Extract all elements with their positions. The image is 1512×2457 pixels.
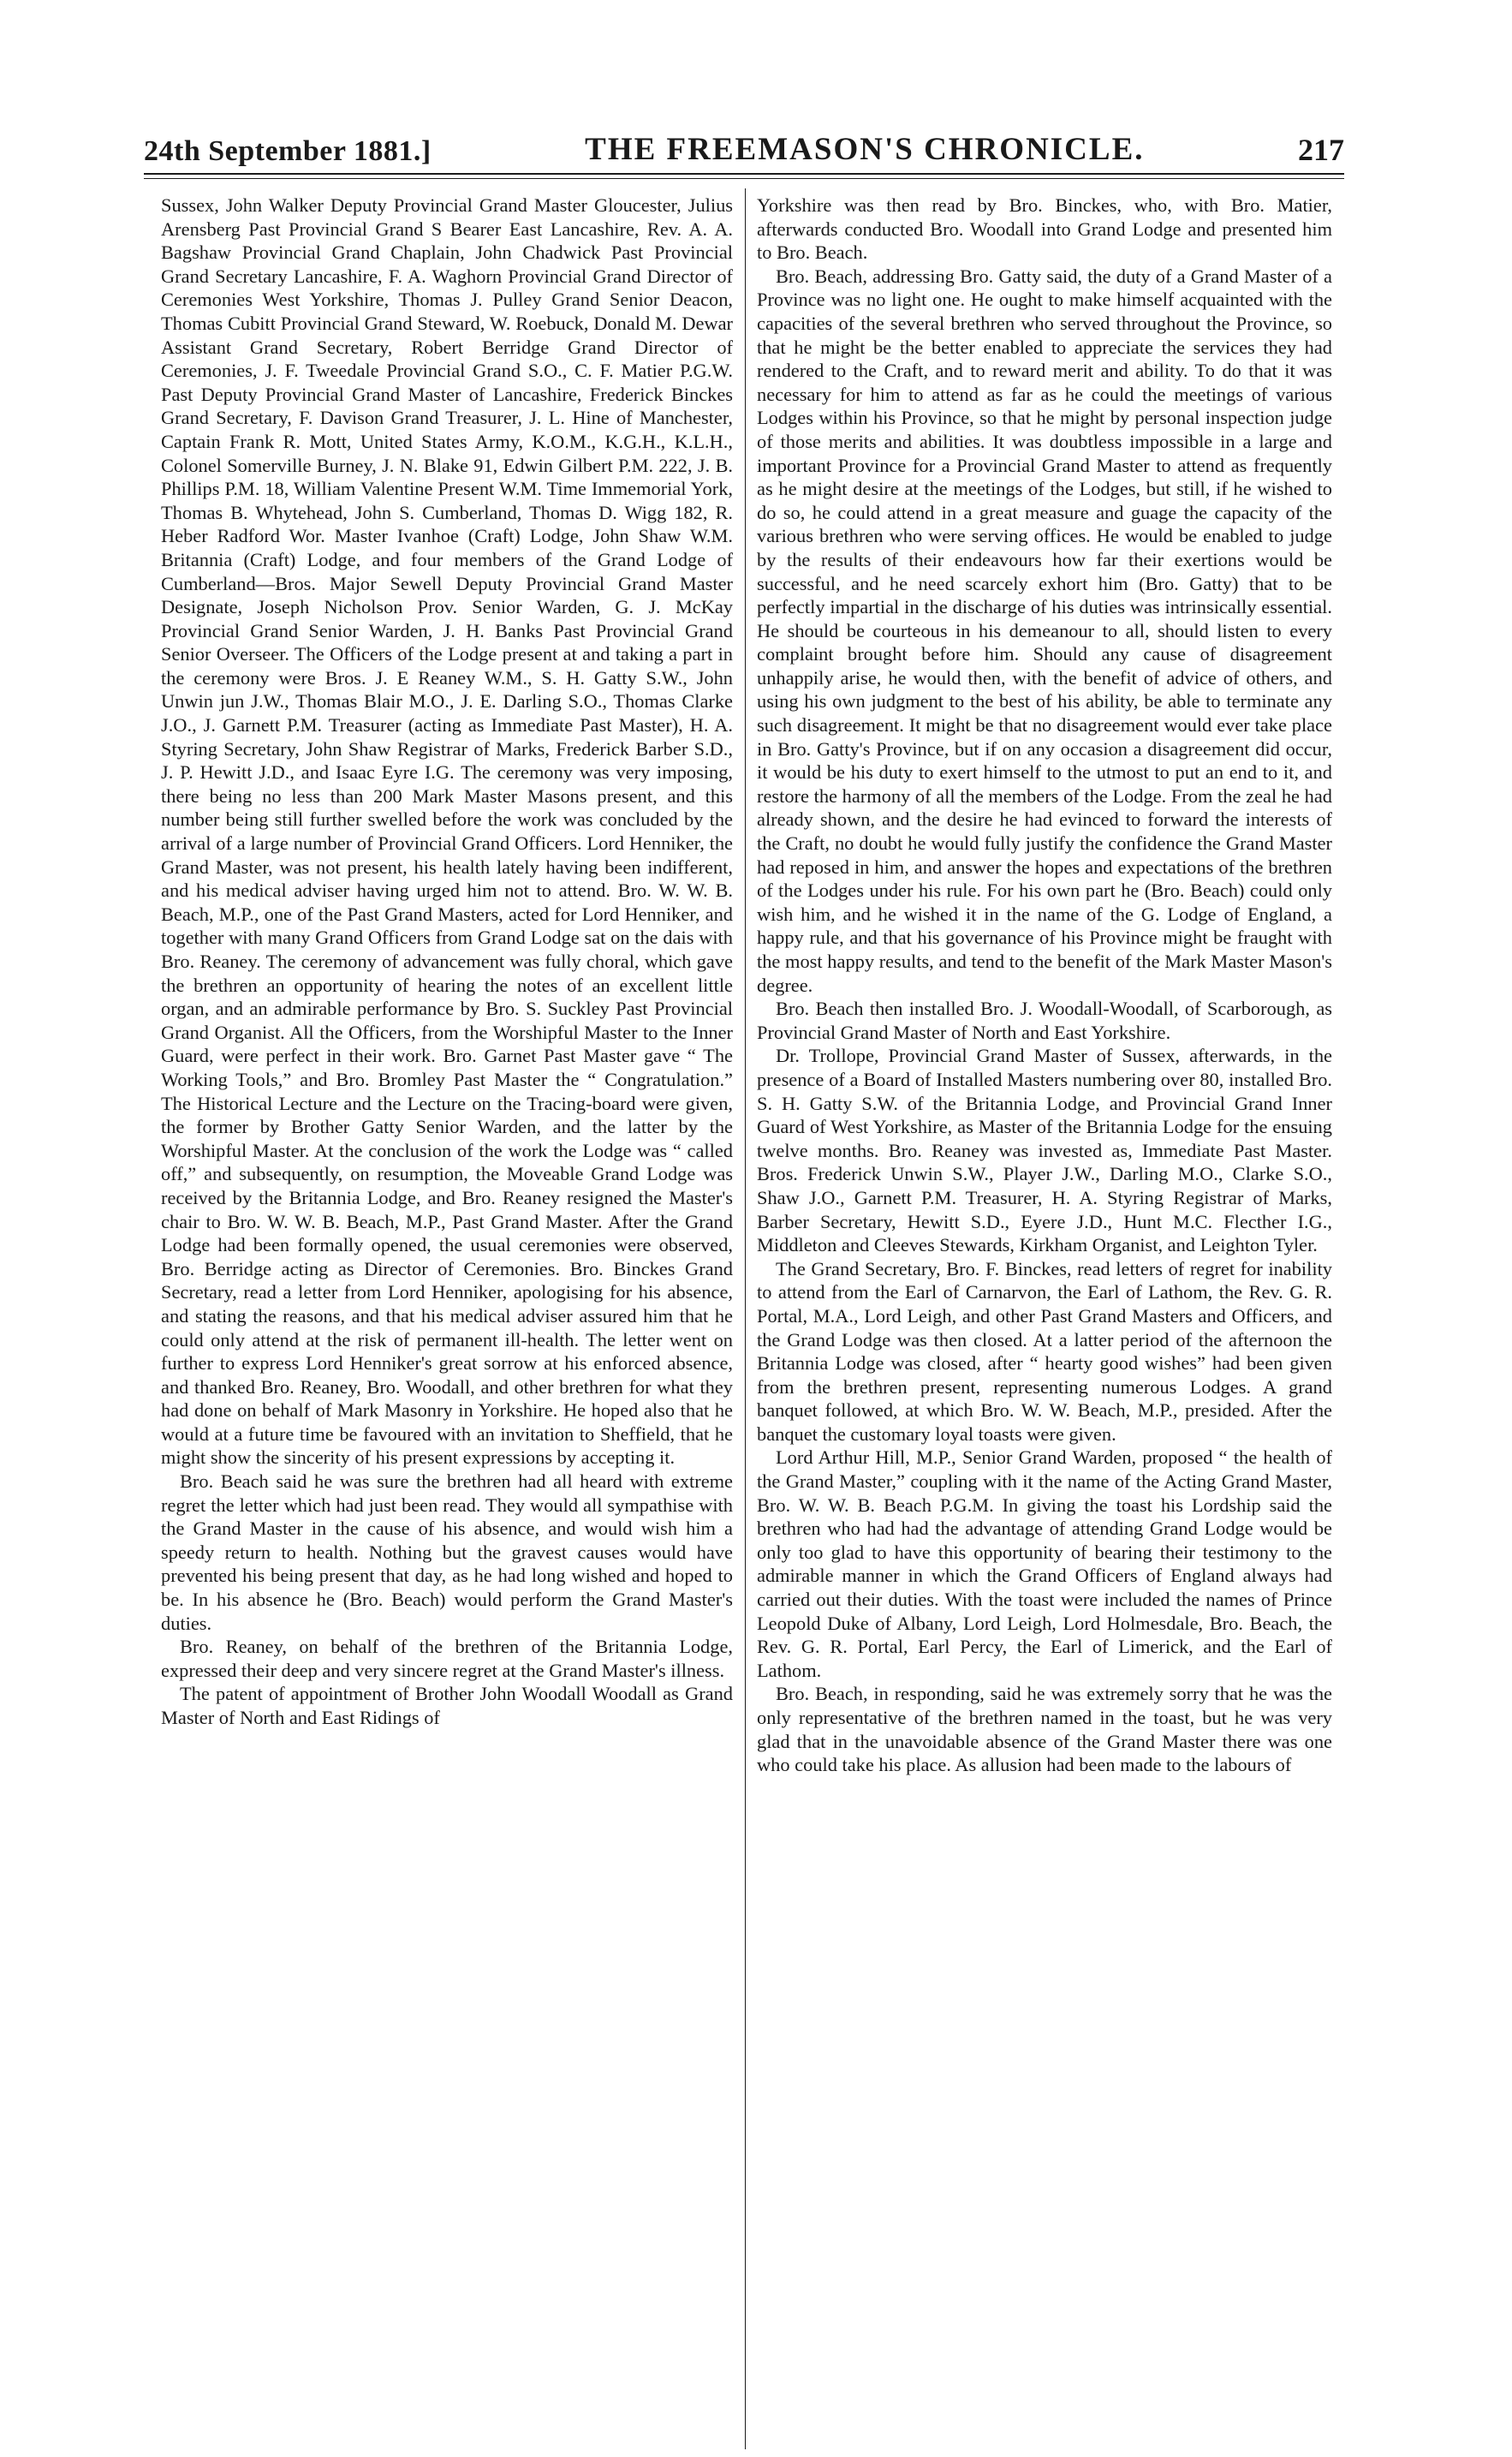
publication-title: THE FREEMASON'S CHRONICLE. [585,132,1145,167]
paragraph: Bro. Beach then installed Bro. J. Woodall-Woodall, of Scarborough, as Provincial Grand Master of North and East Yorkshire. [757,998,1332,1043]
header-rule [144,173,1344,175]
left-column [161,194,733,2446]
paragraph: Lord Arthur Hill, M.P., Senior Grand Warden, proposed “ the health of the Grand Master,” coupling with it the name of the Acting Grand Master, Bro. W. W. B. Beach P.G.M. In giving the toast his Lordship said the brethren who had had the advantage of attending Grand Lodge would be only too glad to have this opportunity of bearing their testimony to the admirable manner in which the Grand Officers of England always had carried out their duties. With the toast were included the names of Prince Leopold Duke of Albany, Lord Leigh, Lord Holmesdale, Bro. Beach, the Rev. G. R. Portal, Earl Percy, the Earl of Limerick, and the Earl of Lathom. [757,1446,1332,1681]
header-rule-thin [144,178,1344,179]
paragraph: Yorkshire was then read by Bro. Binckes, who, with Bro. Matier, afterwards conducted Bro. Woodall into Grand Lodge and presented him to Bro. Beach. [757,194,1332,264]
paragraph: Bro. Beach, addressing Bro. Gatty said, the duty of a Grand Master of a Province was no light one. He ought to make himself acquainted with the capacities of the several brethren who served throughout the Province, so that he might be the better enabled to appreciate the services they had rendered to the Craft, and to reward merit and ability. To do that it was necessary for him to attend as far as he could the meetings of various Lodges within his Province, so that he might by personal inspection judge of those merits and abilities. It was doubtless impossible in a large and important Province for a Provincial Grand Master to attend as frequently as he might desire at the meetings of the Lodges, but still, if he wished to do so, he could attend in a great measure and guage the capacity of the various brethren who were serving offices. He would be enabled to judge by the results of their endeavours how far their exertions would be successful, and he need scarcely exhort him (Bro. Gatty) that to be perfectly impartial in the discharge of his duties was intrinsically essential. He should be courteous in his demeanour to all, should listen to every complaint brought before him. Should any cause of disagreement unhappily arise, he would then, with the benefit of advice of others, and using his own judgment to the best of his ability, be able to terminate any such disagreement. It might be that no disagreement would ever take place in Bro. Gatty's Province, but if on any occasion a disagreement did occur, it would be his duty to exert himself to the utmost to put an end to it, and restore the harmony of all the members of the Lodge. From the zeal he had already shown, and the desire he had evinced to forward the interests of the Craft, no doubt he would fully justify the confidence the Grand Master had reposed in him, and answer the hopes and expectations of the brethren of the Lodges under his rule. For his own part he (Bro. Beach) could only wish him, and he wished it in the name of the G. Lodge of England, a happy rule, and that his governance of his Province might be fraught with the most happy results, and tend to the benefit of the Mark Master Mason's degree. [757,265,1332,996]
paragraph: The patent of appointment of Brother John Woodall Woodall as Grand Master of North and East Ridings of [161,1683,733,1728]
page-number: 217 [1298,133,1344,167]
issue-date: 24th September 1881.] [144,135,432,167]
right-column [757,194,1332,2446]
paragraph: The Grand Secretary, Bro. F. Binckes, read letters of regret for inability to attend from the Earl of Carnarvon, the Earl of Lathom, the Rev. G. R. Portal, M.A., Lord Leigh, and other Past Grand Masters and Officers, and the Grand Lodge was then closed. At a latter period of the afternoon the Britannia Lodge was closed, after “ hearty good wishes” had been given from the brethren present, representing numerous Lodges. A grand banquet followed, at which Bro. W. W. Beach, M.P., presided. After the banquet the customary loyal toasts were given. [757,1257,1332,1445]
paragraph: Dr. Trollope, Provincial Grand Master of Sussex, afterwards, in the presence of a Board of Installed Masters numbering over 80, installed Bro. S. H. Gatty S.W. of the Britannia Lodge, and Provincial Grand Inner Guard of West Yorkshire, as Master of the Britannia Lodge for the ensuing twelve months. Bro. Reaney was invested as, Immediate Past Master. Bros. Frederick Unwin S.W., Player J.W., Darling M.O., Clarke S.O., Shaw J.O., Garnett P.M. Treasurer, H. A. Styring Registrar of Marks, Barber Secretary, Hewitt S.D., Eyere J.D., Hunt M.C. Flecther I.G., Middleton and Cleeves Stewards, Kirkham Organist, and Leighton Tyler. [757,1045,1332,1256]
paragraph: Sussex, John Walker Deputy Provincial Grand Master Gloucester, Julius Arensberg Past Provincial Grand S Bearer East Lancashire, Rev. A. A. Bagshaw Provincial Grand Chaplain, John Chadwick Past Provincial Grand Secretary Lancashire, F. A. Waghorn Provincial Grand Director of Ceremonies West Yorkshire, Thomas J. Pulley Grand Senior Deacon, Thomas Cubitt Provincial Grand Steward, W. Roebuck, Donald M. Dewar Assistant Grand Secretary, Robert Berridge Grand Director of Ceremonies, J. F. Tweedale Provincial Grand S.O., C. F. Matier P.G.W. Past Deputy Provincial Grand Master of Lancashire, Frederick Binckes Grand Secretary, F. Davison Grand Treasurer, J. L. Hine of Manchester, Captain Frank R. Mott, United States Army, K.O.M., K.G.H., K.L.H., Colonel Somerville Burney, J. N. Blake 91, Edwin Gilbert P.M. 222, J. B. Phillips P.M. 18, William Valentine Present W.M. Time Immemorial York, Thomas B. Whytehead, John S. Cumberland, Thomas D. Wigg 182, R. Heber Radford Wor. Master Ivanhoe (Craft) Lodge, John Shaw W.M. Britannia (Craft) Lodge, and four members of the Grand Lodge of Cumberland—Bros. Major Sewell Deputy Provincial Grand Master Designate, Joseph Nicholson Prov. Senior Warden, G. J. McKay Provincial Grand Senior Warden, J. H. Banks Past Provincial Grand Senior Overseer. The Officers of the Lodge present at and taking a part in the ceremony were Bros. J. E Reaney W.M., S. H. Gatty S.W., John Unwin jun J.W., Thomas Blair M.O., J. E. Darling S.O., Thomas Clarke J.O., J. Garnett P.M. Treasurer (acting as Immediate Past Master), H. A. Styring Secretary, John Shaw Registrar of Marks, Frederick Barber S.D., J. P. Hewitt J.D., and Isaac Eyre I.G. The ceremony was very imposing, there being no less than 200 Mark Master Masons present, and this number being still further swelled before the work was concluded by the arrival of a large number of Provincial Grand Officers. Lord Henniker, the Grand Master, was not present, his health lately having been indifferent, and his medical adviser having urged him not to attend. Bro. W. W. B. Beach, M.P., one of the Past Grand Masters, acted for Lord Henniker, and together with many Grand Officers from Grand Lodge sat on the dais with Bro. Reaney. The ceremony of advancement was fully choral, which gave the brethren an opportunity of hearing the notes of an excellent little organ, and an admirable performance by Bro. S. Suckley Past Provincial Grand Organist. All the Officers, from the Worshipful Master to the Inner Guard, were perfect in their work. Bro. Garnet Past Master gave “ The Working Tools,” and Bro. Bromley Past Master the “ Congratulation.” The Historical Lecture and the Lecture on the Tracing-board were given, the former by Brother Gatty Senior Warden, and the latter by the Worshipful Master. At the conclusion of the work the Lodge was “ called off,” and subsequently, on resumption, the Moveable Grand Lodge was received by the Britannia Lodge, and Bro. Reaney resigned the Master's chair to Bro. W. W. B. Beach, M.P., Past Grand Master. After the Grand Lodge had been formally opened, the usual ceremonies were observed, Bro. Berridge acting as Director of Ceremonies. Bro. Binckes Grand Secretary, read a letter from Lord Henniker, apologising for his absence, and stating the reasons, and that his medical adviser assured him that he could only attend at the risk of permanent ill-health. The letter went on further to express Lord Henniker's great sorrow at his enforced absence, and thanked Bro. Reaney, Bro. Woodall, and other brethren for what they had done on behalf of Mark Masonry in Yorkshire. He hoped also that he would at a future time be favoured with an invitation to Sheffield, that he might show the sincerity of his present expressions by accepting it. [161,194,733,1469]
paragraph: Bro. Beach said he was sure the brethren had all heard with extreme regret the letter which had just been read. They would all sympathise with the Grand Master in the cause of his absence, and would wish him a speedy return to health. Nothing but the gravest causes would have prevented his being present that day, as he had long wished and hoped to be. In his absence he (Bro. Beach) would perform the Grand Master's duties. [161,1470,733,1634]
paragraph: Bro. Beach, in responding, said he was extremely sorry that he was the only representative of the brethren named in the toast, but he was very glad that in the unavoidable absence of the Grand Master there was one who could take his place. As allusion had been made to the labours of [757,1683,1332,1776]
column-divider [745,188,746,2449]
paragraph: Bro. Reaney, on behalf of the brethren of the Britannia Lodge, expressed their deep and very sincere regret at the Grand Master's illness. [161,1636,733,1681]
running-header [144,120,1344,168]
